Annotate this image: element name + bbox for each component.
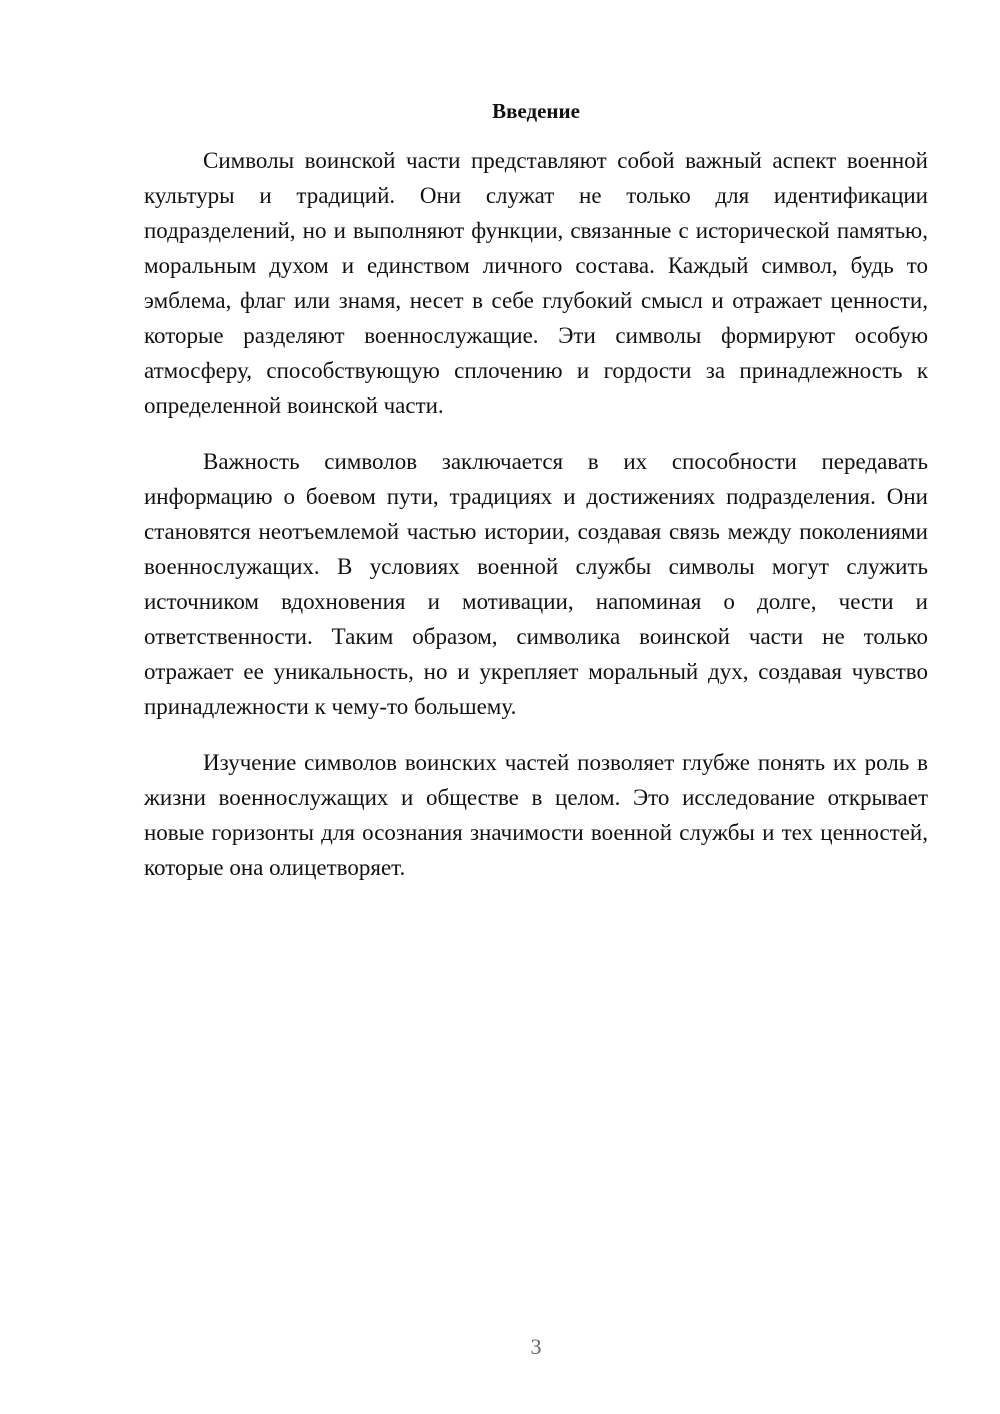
body-text bbox=[144, 143, 928, 906]
paragraph-3: Изучение символов воинских частей позволяет глубже понять их роль в жизни военнослужащих и обществе в целом. Это исследование открывает новые горизонты для осознания значимости военной службы и тех ценностей, которые она олицетворяет. bbox=[144, 750, 928, 880]
page-number: 3 bbox=[530, 1334, 542, 1359]
paragraph-2: Важность символов заключается в их способности передавать информацию о боевом пути, традициях и достижениях подразделения. Они становятся неотъемлемой частью истории, создавая связь между поколениями военнослужащих. В условиях военной службы символы могут служить источником вдохновения и мотивации, напоминая о долге, чести и ответственности. Таким образом, символика воинской части не только отражает ее уникальность, но и укрепляет моральный дух, создавая чувство принадлежности к чему-то большему. bbox=[144, 449, 928, 719]
section-title: Введение bbox=[492, 99, 580, 123]
paragraph-1: Символы воинской части представляют собой важный аспект военной культуры и традиций. Они служат не только для идентификации подразделений, но и выполняют функции, связанные с исторической памятью, моральным духом и единством личного состава. Каждый символ, будь то эмблема, флаг или знамя, несет в себе глубокий смысл и отражает ценности, которые разделяют военнослужащие. Эти символы формируют особую атмосферу, способствующую сплочению и гордости за принадлежность к определенной воинской части. bbox=[144, 148, 928, 418]
